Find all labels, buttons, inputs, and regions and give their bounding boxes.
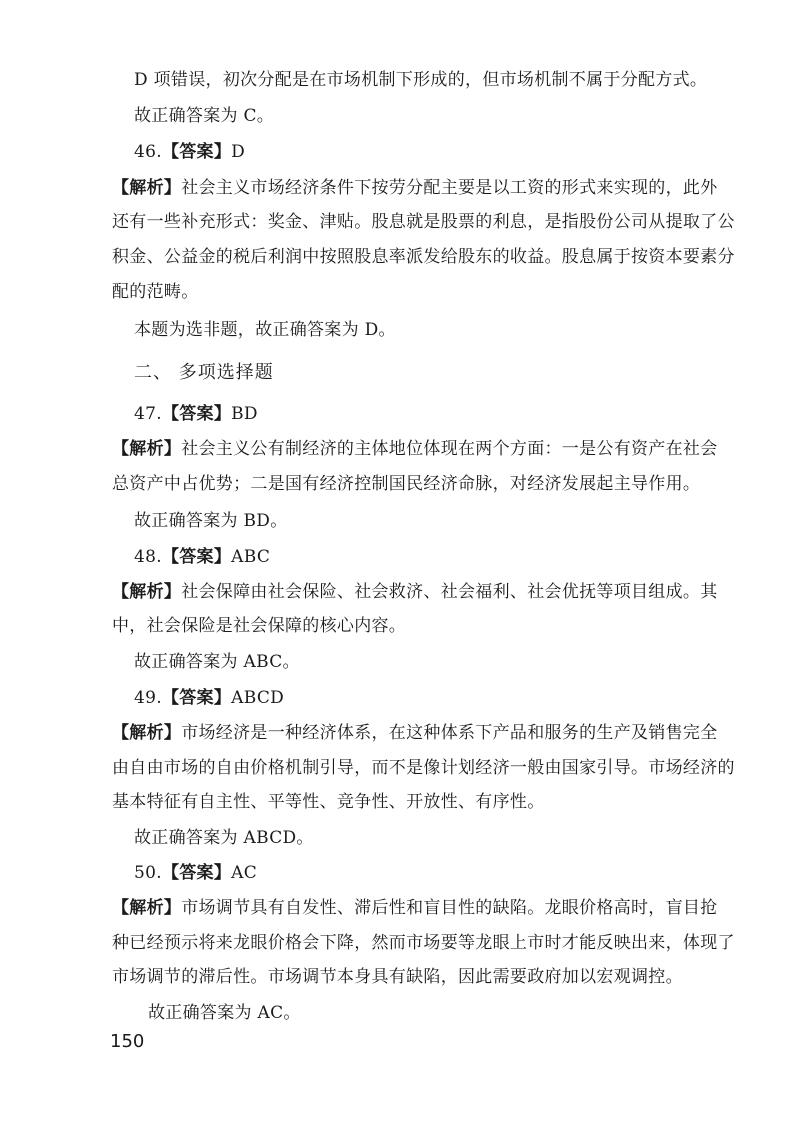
explanation-text: 社会主义公有制经济的主体地位体现在两个方面：一是公有资产在社会 — [181, 439, 718, 459]
explanation-tag: 【解析】 — [112, 723, 182, 743]
answer-conclusion: 故正确答案为 BD。 — [134, 511, 288, 531]
question-number: 47. — [134, 404, 162, 424]
explanation-line: 中，社会保险是社会保障的核心内容。 — [112, 616, 407, 636]
question-49-answer — [134, 686, 284, 710]
explanation-text: 市场经济是一种经济体系，在这种体系下产品和服务的生产及销售完全 — [181, 723, 718, 743]
explanation-tag: 【解析】 — [112, 178, 182, 198]
answer-value: ABCD — [231, 688, 285, 708]
explanation-line — [112, 896, 718, 920]
answer-tag: 【答案】 — [161, 688, 232, 708]
answer-conclusion: 本题为选非题，故正确答案为 D。 — [134, 320, 396, 340]
answer-conclusion: 故正确答案为 ABCD。 — [134, 828, 314, 848]
question-47-answer — [134, 402, 258, 426]
answer-conclusion: 故正确答案为 AC。 — [148, 1003, 301, 1023]
answer-tag: 【答案】 — [161, 142, 232, 162]
answer-value: ABC — [231, 547, 271, 567]
answer-value: BD — [231, 404, 258, 424]
question-46-answer — [134, 140, 245, 164]
question-number: 48. — [134, 547, 162, 567]
explanation-line — [112, 437, 718, 461]
answer-tag: 【答案】 — [161, 547, 232, 567]
explanation-tag: 【解析】 — [112, 582, 182, 602]
explanation-tag: 【解析】 — [112, 439, 182, 459]
explanation-line: 积金、公益金的税后利润中按照股息率派发给股东的收益。股息属于按资本要素分 — [112, 247, 735, 267]
explanation-line: 市场调节的滞后性。市场调节本身具有缺陷，因此需要政府加以宏观调控。 — [112, 967, 683, 987]
section-title: 二、 多项选择题 — [134, 362, 274, 383]
paragraph-line: D 项错误，初次分配是在市场机制下形成的，但市场机制不属于分配方式。 — [134, 70, 708, 90]
question-number: 49. — [134, 688, 162, 708]
explanation-text: 社会主义市场经济条件下按劳分配主要是以工资的形式来实现的，此外 — [181, 178, 718, 198]
explanation-line: 还有一些补充形式：奖金、津贴。股息就是股票的利息，是指股份公司从提取了公 — [112, 212, 735, 232]
answer-conclusion: 故正确答案为 ABC。 — [134, 652, 300, 672]
question-number: 50. — [134, 863, 162, 883]
answer-conclusion: 故正确答案为 C。 — [134, 106, 275, 126]
answer-tag: 【答案】 — [161, 863, 232, 883]
explanation-line: 种已经预示将来龙眼价格会下降，然而市场要等龙眼上市时才能反映出来，体现了 — [112, 933, 735, 953]
explanation-line — [112, 721, 718, 745]
explanation-line — [112, 176, 718, 200]
answer-value: D — [231, 142, 246, 162]
explanation-line: 配的范畴。 — [112, 282, 199, 302]
answer-tag: 【答案】 — [161, 404, 232, 424]
page-number: 150 — [110, 1031, 145, 1052]
explanation-line: 由自由市场的自由价格机制引导，而不是像计划经济一般由国家引导。市场经济的 — [112, 758, 735, 778]
explanation-text: 社会保障由社会保险、社会救济、社会福利、社会优抚等项目组成。其 — [181, 582, 718, 602]
question-50-answer — [134, 861, 257, 885]
explanation-tag: 【解析】 — [112, 898, 182, 918]
question-number: 46. — [134, 142, 162, 162]
explanation-text: 市场调节具有自发性、滞后性和盲目性的缺陷。龙眼价格高时，盲目抢 — [181, 898, 718, 918]
explanation-line — [112, 580, 718, 604]
answer-value: AC — [231, 863, 258, 883]
explanation-line: 基本特征有自主性、平等性、竞争性、开放性、有序性。 — [112, 792, 545, 812]
explanation-line: 总资产中占优势；二是国有经济控制国民经济命脉，对经济发展起主导作用。 — [112, 474, 701, 494]
question-48-answer — [134, 545, 270, 569]
